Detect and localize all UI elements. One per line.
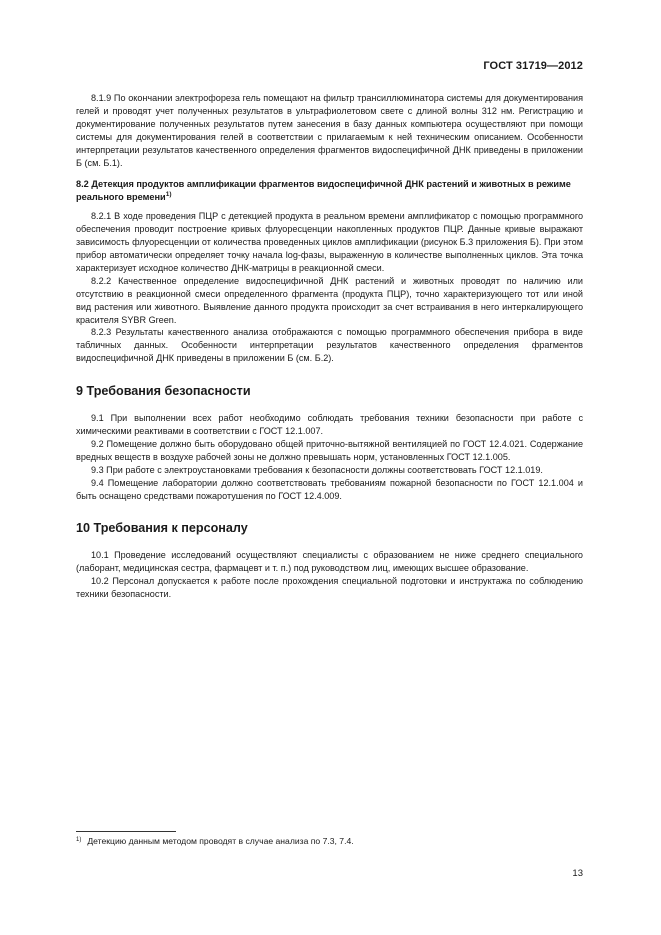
footnote-separator — [76, 831, 176, 832]
page-number: 13 — [572, 868, 583, 879]
footnote-reference: 1) — [165, 190, 172, 198]
paragraph-8-2-2: 8.2.2 Качественное определение видоспецифичной ДНК растений и животных проводят по наличию или отсутствию в реакционной смеси определенного фрагмента (продукта ПЦР), точно характеризующего тот или иной вид растения или животного. Выявление данного продукта происходит за счет встраивания в него интеркалирующего красителя SYBR Green. — [76, 275, 583, 325]
section-8-2-title: 8.2 Детекция продуктов амплификации фрагментов видоспецифичной ДНК растений и животных в режиме реального времени — [76, 179, 571, 202]
paragraph-8-2-3: 8.2.3 Результаты качественного анализа отображаются с помощью программного обеспечения прибора в виде табличных данных. Особенности интерпретации результатов качественного определения фрагментов видоспецифичной ДНК приведены в приложении Б (см. Б.2). — [76, 327, 583, 364]
paragraph-9-4: 9.4 Помещение лаборатории должно соответствовать требованиям пожарной безопасности по ГОСТ 12.1.004 и быть оснащено средствами пожаротушения по ГОСТ 12.4.009. — [76, 477, 583, 501]
section-9-heading: 9 Требования безопасности — [76, 384, 251, 399]
paragraph-8-2-1: 8.2.1 В ходе проведения ПЦР с детекцией продукта в реальном времени амплификатор с помощью программного обеспечения проводит построение кривых флуоресценции накопленных продуктов ПЦР. Данные кривые выражают зависимость флуоресценции от количества проведенных циклов амплификации (рисунок Б.3 приложения Б). При этом прибор автоматически определяет точку начала log-фазы, выраженную в количестве выполненных циклов. Эта точка характеризует исходное количество ДНК-матрицы в реакционной смеси. — [76, 211, 583, 273]
paragraph-9-1: 9.1 При выполнении всех работ необходимо соблюдать требования техники безопасности при работе с химическими реактивами в соответствии с ГОСТ 12.1.007. — [76, 413, 583, 437]
paragraph-9-2: 9.2 Помещение должно быть оборудовано общей приточно-вытяжной вентиляцией по ГОСТ 12.4.021. Содержание вредных веществ в воздухе рабочей зоны не должно превышать норм, установленных ГОСТ 12.1.005. — [76, 438, 583, 462]
section-8-2-heading — [76, 178, 583, 203]
footnote — [76, 836, 354, 846]
document-body — [76, 92, 583, 601]
paragraph-8-1-9: 8.1.9 По окончании электрофореза гель помещают на фильтр трансиллюминатора системы для документирования гелей и проводят учет полученных результатов в ультрафиолетовом свете с длиной волны 312 нм. Регистрацию и документирование полученных результатов путем занесения в базу данных компьютера осуществляют при помощи системы для документирования гелей в соответствии с прилагаемым к ней техническим описанием. Особенности интерпретации результатов качественного определения фрагментов видоспецифичной ДНК приведены в приложении Б (см. Б.1). — [76, 93, 583, 168]
section-10-heading: 10 Требования к персоналу — [76, 521, 248, 536]
footnote-text: Детекцию данным методом проводят в случае анализа по 7.3, 7.4. — [87, 836, 354, 846]
paragraph-10-1: 10.1 Проведение исследований осуществляют специалисты с образованием не ниже среднего специального (лаборант, медицинская сестра, фармацевт и т. п.) под руководством лиц, имеющих высшее образование. — [76, 550, 583, 574]
paragraph-9-3: 9.3 При работе с электроустановками требования к безопасности должны соответствовать ГОСТ 12.1.019. — [91, 464, 543, 475]
footnote-mark: 1) — [76, 837, 82, 843]
document-id-header: ГОСТ 31719—2012 — [483, 60, 583, 72]
paragraph-10-2: 10.2 Персонал допускается к работе после прохождения специальной подготовки и инструктажа по соблюдению техники безопасности. — [76, 576, 583, 600]
